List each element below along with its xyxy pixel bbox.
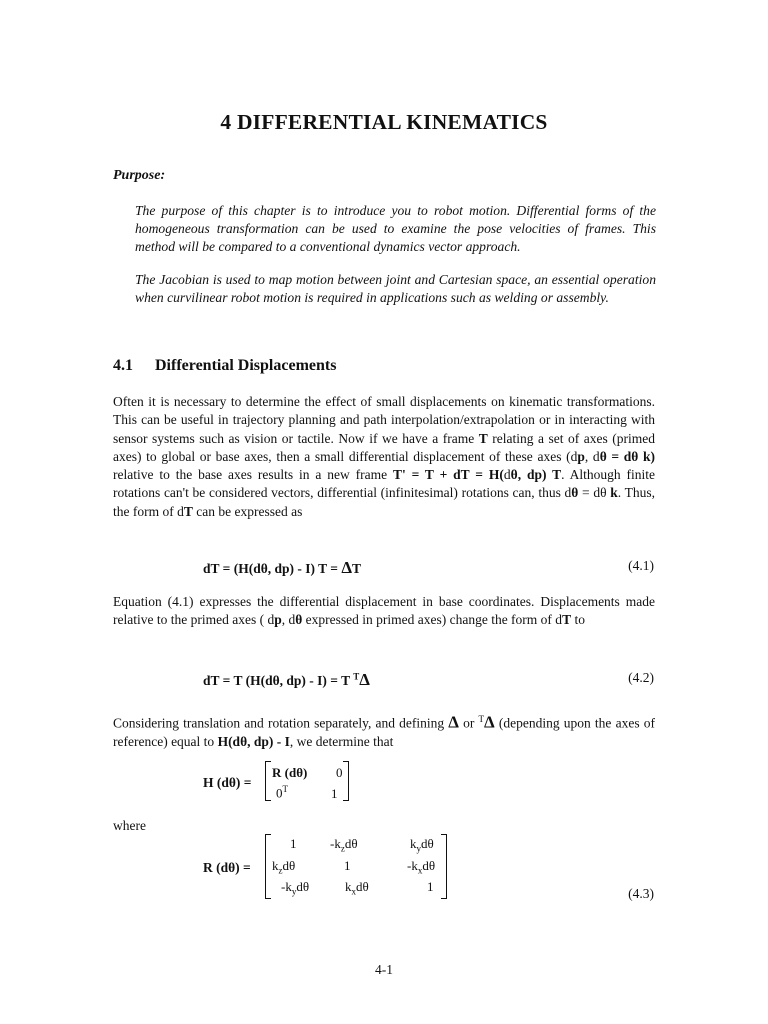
equation-number-4-2: (4.2)	[628, 670, 654, 685]
purpose-paragraph-2: The Jacobian is used to map motion between joint and Cartesian space, an essential operation when curvilinear robot motion is required in applications such as welding or assembly.	[135, 272, 656, 305]
section-number: 4.1	[113, 357, 133, 374]
where-label: where	[113, 818, 146, 833]
page-number: 4-1	[375, 962, 393, 977]
chapter-title: 4 DIFFERENTIAL KINEMATICS	[220, 110, 548, 134]
matrix-r-r31: $-k_yd\theta$	[281, 879, 310, 897]
matrix-r-r32: $k_xd\theta$	[345, 879, 369, 897]
equation-4-1: dT = (H(dθ, dp) - I) T = ΔT	[203, 558, 362, 577]
matrix-h-r11: R (dθ)	[272, 765, 308, 780]
matrix-r-r13: $k_yd\theta$	[410, 836, 434, 854]
purpose-paragraph-1: The purpose of this chapter is to introduce you to robot motion. Differential forms of the homogeneous transformation can be used to examine the pose velocities of frames. This method will be compared to a conventional dynamics vector approach.	[135, 203, 656, 254]
matrix-h-label: H (dθ) =	[203, 775, 252, 790]
matrix-r-r21: $k_zd\theta$	[272, 858, 296, 876]
matrix-h-right-bracket	[343, 761, 349, 801]
body-paragraph-3: Considering translation and rotation separately, and defining Δ or $^T$Δ (depending upon the axes of reference) equal to H(dθ, dp) - I, we determine that	[113, 712, 655, 749]
matrix-r-left-bracket	[265, 834, 271, 899]
equation-number-4-1: (4.1)	[628, 558, 654, 573]
section-title: Differential Displacements	[155, 357, 337, 374]
matrix-r-r23: $-k_xd\theta$	[407, 858, 436, 876]
matrix-h-left-bracket	[265, 761, 271, 801]
matrix-r-r12: $-k_zd\theta$	[330, 836, 358, 854]
matrix-r-r22: 1	[344, 858, 351, 873]
matrix-r-r33: 1	[427, 879, 434, 894]
matrix-h-r21: $0^T$	[276, 784, 288, 801]
matrix-h-r12: 0	[336, 765, 343, 780]
matrix-r-r11: 1	[290, 836, 297, 851]
matrix-r-right-bracket	[441, 834, 447, 899]
body-paragraph-1: Often it is necessary to determine the effect of small displacements on kinematic transformations. This can be useful in trajectory planning and path interpolation/extrapolation or in interacting with sensor systems such as vision or tactile. Now if we have a frame T relating a set of axes (primed axes) to global or base axes, then a small differential displacement of these axes (dp, dθ = dθ k) relative to the base axes results in a new frame T' = T + dT = H(dθ, dp) T. Although finite rotations can't be considered vectors, differential (infinitesimal) rotations can, thus dθ = dθ k. Thus, the form of dT can be expressed as	[113, 394, 656, 519]
matrix-h-r22: 1	[331, 786, 338, 801]
section-heading	[113, 357, 336, 375]
body-paragraph-2: Equation (4.1) expresses the differential displacement in base coordinates. Displacements made relative to the primed axes ( dp, dθ expressed in primed axes) change the form of dT to	[113, 594, 655, 628]
equation-4-2: dT = T (H(dθ, dp) - I) = T $^T$Δ	[203, 670, 370, 689]
equation-number-4-3: (4.3)	[628, 886, 654, 901]
purpose-label: Purpose:	[113, 168, 166, 183]
matrix-r-label: R (dθ) =	[203, 860, 251, 875]
